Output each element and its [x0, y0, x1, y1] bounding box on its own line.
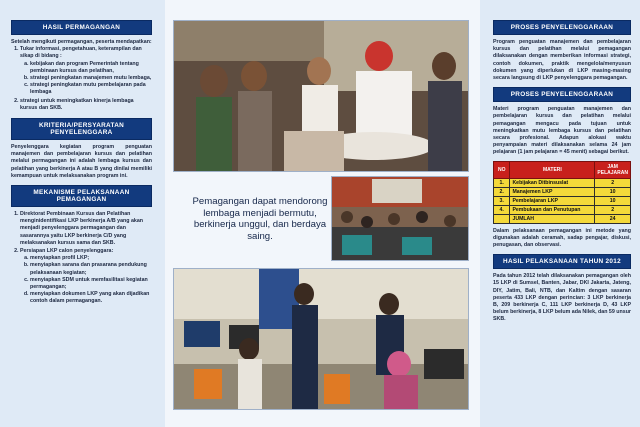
list-item-text: Persiapan LKP calon penyelenggara: [20, 248, 114, 255]
table-cell: 10 [595, 196, 631, 205]
photo-illustration [174, 269, 469, 410]
table-total-label: JUMLAH [510, 214, 595, 223]
hasil-list [11, 46, 152, 112]
hasil-intro: Setelah mengikuti permagangan, peserta mendapatkan: [11, 39, 152, 45]
list-item [20, 46, 152, 96]
mekanisme-list [11, 211, 152, 306]
hasil-2012-text: Pada tahun 2012 telah dilaksanakan pemagangan oleh 15 LKP di Sumsel, Banten, Jabar, DKI Jakarta, Jateng, DIY, Jatim, Bali, NTB, dan Kaltim dengan sasaran peserta 433 LKP dengan perincian: 3 LKP berkinerja B, 209 berkinerja C, 111 LKP berkinerja D, 43 LKP belum berkinerja, 8 LKP belum ada Nilek, dan 59 unsur SKB. [493, 273, 631, 323]
table-cell: Pembukaan dan Penutupan [510, 205, 595, 214]
sub-item: c. menyiapkan SDM untuk memfasilitasi kegiatan permagangan; [30, 277, 152, 291]
table-row [494, 178, 631, 187]
right-panel [485, 0, 640, 427]
sub-item: c. strategi peningkatan mutu pembelajaran pada lembaga [30, 82, 152, 96]
sub-item: a. kebijakan dan program Pemerintah tentang pembinaan kursus dan pelatihan, [30, 61, 152, 75]
table-total-value: 24 [595, 214, 631, 223]
table-cell: 1. [494, 178, 510, 187]
list-item [20, 248, 152, 306]
sub-item: b. menyiapkan sarana dan prasarana pendukung pelaksanaan kegiatan; [30, 262, 152, 276]
table-cell: Pembelajaran LKP [510, 196, 595, 205]
table-header: MATERI [510, 161, 595, 178]
photo-illustration [174, 21, 469, 172]
table-row [494, 187, 631, 196]
table-cell: 2. [494, 187, 510, 196]
sub-item: a. menyiapkan profil LKP; [30, 255, 152, 262]
table-cell: 4. [494, 205, 510, 214]
table-header: JAM PELAJARAN [595, 161, 631, 178]
mekanisme-heading: MEKANISME PELAKSANAAN PEMAGANGAN [11, 185, 152, 207]
proses-text-2: Materi program penguatan manajemen dan pembelajaran kursus dan pelatihan melalui pemagangan mengacu pada tujuan untuk meningkatkan mutu lembaga kursus dan pelatihan secara profesional. Adapun alokasi waktu penyampaian materi dilaksanakan selama 24 jam pelajaran (1 jam pelajaran = 45 menit) sebagai berikut. [493, 106, 631, 156]
hasil-2012-heading: HASIL PELAKSANAAN TAHUN 2012 [493, 254, 631, 269]
table-row [494, 205, 631, 214]
table-cell: Kebijakan Ditbinsuslat [510, 178, 595, 187]
table-cell: Manajemen LKP [510, 187, 595, 196]
list-item: 1. Direktorat Pembinaan Kursus dan Pelatihan menginidentifikasi LKP berkinerja A/B yang akan menjadi penyelenggara permagangan dan sasarannya yaitu LKP berkinerja C/D yang melaksanakan kursus sama dan SKB. [20, 211, 152, 247]
kriteria-heading: KRITERIA/PERSYARATAN PENYELENGGARA [11, 118, 152, 140]
left-panel [0, 0, 160, 427]
table-cell: 2 [595, 178, 631, 187]
hasil-permagangan-heading: HASIL PERMAGANGAN [11, 20, 152, 35]
metode-text: Dalam pelaksanaan pemagangan ini metode yang digunakan adalah ceramah, sadap pengajar, diskusi, penugasan, dan observasi. [493, 227, 631, 249]
table-total-row [494, 214, 631, 223]
sub-item: d. menyiapkan dokumen LKP yang akan dijadikan contoh dalam permagangan. [30, 291, 152, 305]
training-photo-top [173, 20, 469, 172]
kriteria-text: Penyelenggara kegiatan program penguatan manajemen dan pembelajaran kursus dan pelatihan melalui permagangan ini adalah lembaga kursus dan pelatihan yang berkinerja A atau B yang dinilai memiliki kemampuan untuk melaksanakan program ini. [11, 144, 152, 179]
computer-lab-photo [173, 268, 469, 410]
list-item-text: Tukar informasi, pengetahuan, keterampilan dan sikap di bidang : [20, 46, 142, 60]
table-header: NO [494, 161, 510, 178]
classroom-photo [331, 176, 469, 261]
proses-heading-1: PROSES PENYELENGGARAAN [493, 20, 631, 35]
list-item: 2. strategi untuk meningkatkan kinerja lembaga kursus dan SKB. [20, 98, 152, 112]
table-cell: 2 [595, 205, 631, 214]
materi-table [493, 161, 631, 224]
table-cell: 10 [595, 187, 631, 196]
photo-illustration [332, 177, 469, 261]
quote-text: Pemagangan dapat mendorong lembaga menjadi bermutu, berkinerja unggul, dan berdaya saing. [192, 196, 328, 242]
middle-panel [165, 0, 480, 427]
sub-item: b. strategi peningkatan manajemen mutu lembaga, [30, 75, 152, 82]
table-row [494, 196, 631, 205]
table-cell: 3. [494, 196, 510, 205]
proses-text-1: Program penguatan manajemen dan pembelajaran kursus dan pelatihan melalui pemagangan dilaksanakan dengan memberikan informasi strategi, contoh dokumen, praktik mengelola/menyusun dokumen yang diperlukan di LKP masing-masing secara langsung di LKP penyelenggara pemagangan. [493, 39, 631, 82]
proses-heading-2: PROSES PENYELENGGARAAN [493, 87, 631, 102]
